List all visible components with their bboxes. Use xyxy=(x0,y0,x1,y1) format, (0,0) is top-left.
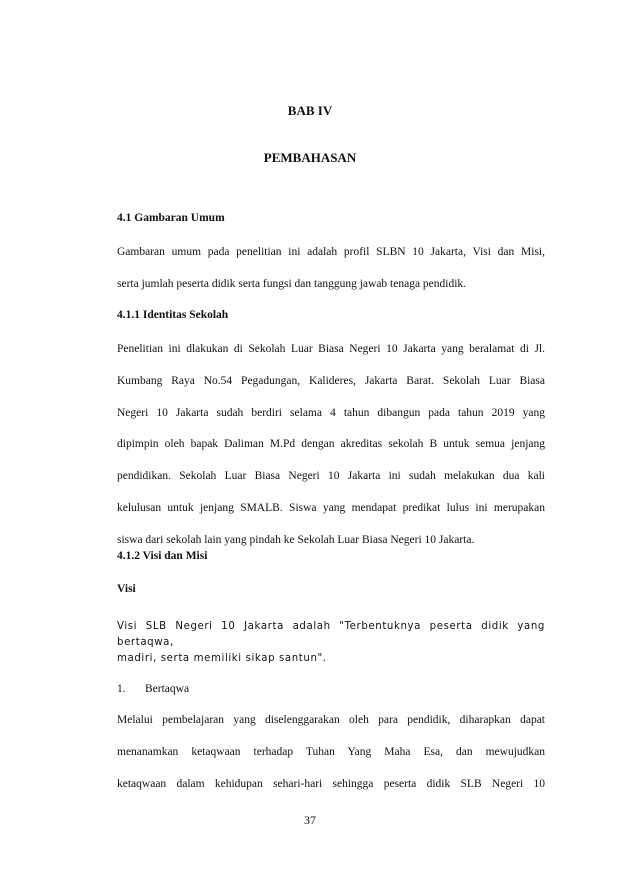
list-label: Bertaqwa xyxy=(145,683,190,695)
paragraph-line: Kumbang Raya No.54 Pegadungan, Kalideres, Jakarta Barat. Sekolah Luar Biasa xyxy=(117,374,545,387)
paragraph-line: Melalui pembelajaran yang diselenggarakan oleh para pendidik, diharapkan dapat xyxy=(117,714,545,726)
visi-paragraph xyxy=(117,619,545,683)
bertaqwa-paragraph xyxy=(117,712,545,807)
page-number: 37 xyxy=(304,813,316,827)
paragraph-line: Penelitian ini dlakukan di Sekolah Luar Biasa Negeri 10 Jakarta yang beralamat di Jl. xyxy=(117,343,545,355)
paragraph-line: Gambaran umum pada penelitian ini adalah profil SLBN 10 Jakarta, Visi dan Misi, xyxy=(117,246,545,258)
chapter-subtitle: PEMBAHASAN xyxy=(263,150,357,165)
paragraph-line: kelulusan untuk jenjang SMALB. Siswa yang mendapat predikat lulus ini merupakan xyxy=(117,501,545,514)
subheading-visi: Visi xyxy=(117,583,136,595)
paragraph-line: madiri, serta memiliki sikap santun". xyxy=(117,652,327,664)
paragraph-line: pendidikan. Sekolah Luar Biasa Negeri 10 Jakarta ini sudah melakukan dua kali xyxy=(117,470,545,483)
paragraph-line: dipimpin oleh bapak Daliman M.Pd dengan akreditas sekolah B untuk semua jenjang xyxy=(117,438,545,451)
section-heading-4-1-2: 4.1.2 Visi dan Misi xyxy=(117,550,208,562)
paragraph-line: serta jumlah peserta didik serta fungsi dan tanggung jawab tenaga pendidik. xyxy=(117,277,467,290)
section-heading-4-1-1: 4.1.1 Identitas Sekolah xyxy=(117,309,229,321)
paragraph-line: Visi SLB Negeri 10 Jakarta adalah "Terbentuknya peserta didik yang bertaqwa, xyxy=(117,621,545,648)
chapter-title: BAB IV xyxy=(287,103,333,118)
section-4-1-1-paragraph xyxy=(117,341,545,564)
list-number: 1. xyxy=(117,683,126,695)
paragraph-line: menanamkan ketaqwaan terhadap Tuhan Yang Maha Esa, dan mewujudkan xyxy=(117,745,545,758)
paragraph-line: Negeri 10 Jakarta sudah berdiri selama 4 tahun dibangun pada tahun 2019 yang xyxy=(117,406,545,419)
list-item xyxy=(117,683,545,695)
paragraph-line: ketaqwaan dalam kehidupan sehari-hari sehingga peserta didik SLB Negeri 10 xyxy=(117,777,545,790)
paragraph-line: siswa dari sekolah lain yang pindah ke Sekolah Luar Biasa Negeri 10 Jakarta. xyxy=(117,533,475,546)
section-heading-4-1: 4.1 Gambaran Umum xyxy=(117,212,225,224)
section-4-1-paragraph xyxy=(117,244,545,308)
